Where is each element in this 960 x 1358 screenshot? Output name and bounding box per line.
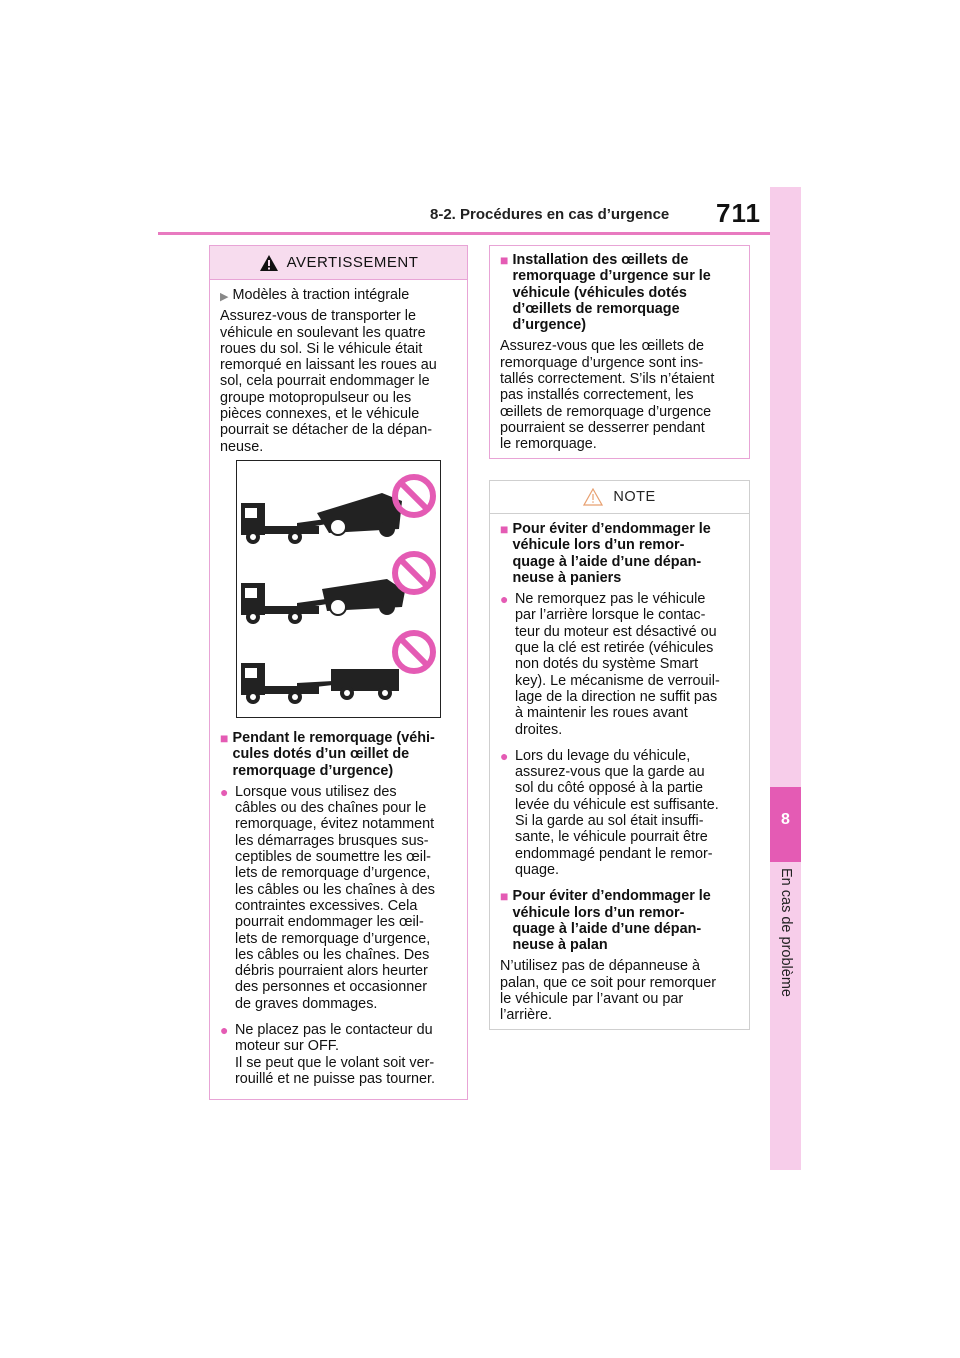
note-box — [489, 480, 750, 1030]
tow-row-2 — [241, 579, 405, 624]
chapter-number: 8 — [781, 811, 790, 828]
bullet-dot-icon: ● — [500, 591, 509, 608]
bullet-dot-icon: ● — [500, 747, 509, 764]
warning-triangle-icon — [259, 254, 279, 272]
square-bullet-icon: ■ — [500, 888, 509, 905]
note-title: NOTE — [613, 489, 656, 505]
prohibited-icon — [395, 633, 433, 671]
note-bullet-1: ● Ne remorquez pas le véhicule par l’arrière lorsque le contac- teur du moteur est désactivé ou que la clé est retirée (véhicules non dotés du système Smart key). Le mécanisme de verrouil- lage de la direction ne suffit pas à maintenir les roues avant droites. — [500, 591, 720, 738]
note-heading-1: ■ Pour éviter d’endommager le véhicule lors d’un remor- quage à l’aide d’une dépan- neuse à paniers — [500, 521, 711, 586]
tow-row-3 — [241, 663, 399, 704]
warning-lower-content — [210, 730, 467, 1097]
warning-content — [210, 280, 467, 455]
note-bullet-2: ● Lors du levage du véhicule, assurez-vous que la garde au sol du côté opposé à la partie levée du véhicule est suffisante. Si la garde au sol était insuffi- sante, le véhicule pourrait être endommagé pendant le remor- quage. — [500, 747, 719, 878]
installation-heading: ■ Installation des œillets de remorquage d’urgence sur le véhicule (véhicules dotés d’œillets de remorquage d’urgence) — [500, 252, 711, 334]
note-text: N’utilisez pas de dépanneuse à palan, que ce soit pour remorquer le véhicule par l’avant ou par l’arrière. — [500, 958, 716, 1024]
prohibited-icon — [395, 554, 433, 592]
warning-intro: Assurez-vous de transporter le véhicule en soulevant les quatre roues du sol. Si le véhicule était remorqué en laissant les roues au sol, cela pourrait endommager le groupe motopropulseur ou les pièces connexes, et le véhicule pourrait se détacher de la dépan- neuse. — [220, 308, 437, 455]
installation-box — [489, 245, 750, 459]
header-rule — [158, 232, 770, 235]
square-bullet-icon: ■ — [500, 521, 509, 537]
prohibited-icon — [395, 477, 433, 515]
towing-heading: ■ Pendant le remorquage (véhi- cules dotés d’un œillet de remorquage d’urgence) — [220, 730, 435, 779]
square-bullet-icon: ■ — [500, 252, 509, 268]
towing-diagram — [237, 461, 440, 717]
warning-bullet-1: ● Lorsque vous utilisez des câbles ou des chaînes pour le remorquage, évitez notamment les démarrages brusques sus- ceptibles de soumettre les œil- lets de remorquage d’urgence, les câbles ou les chaînes à des contraintes excessives. Cela pourrait endommager les œil- lets de remorquage d’urgence, les câbles ou les chaînes. Des débris pourraient alors heurter des personnes et occasionner de graves dommages. — [220, 783, 435, 1012]
arrow-right-icon: ▶ — [220, 291, 229, 303]
bullet-dot-icon: ● — [220, 1022, 229, 1039]
page-number: 711 — [716, 198, 761, 228]
bullet-dot-icon: ● — [220, 783, 229, 800]
square-bullet-icon: ■ — [220, 730, 229, 746]
warning-header — [210, 246, 467, 279]
caution-triangle-icon — [583, 488, 603, 506]
installation-text: Assurez-vous que les œillets de remorquage d’urgence sont ins- tallés correctement. S’ils n’étaient pas installés correctement, les œillets de remorquage d’urgence pourraient se desserrer pendant le remorquage. — [500, 338, 715, 453]
tow-row-1 — [241, 493, 402, 544]
note-heading-2: ■ Pour éviter d’endommager le véhicule lors d’un remor- quage à l’aide d’une dépan- neuse à palan — [500, 888, 711, 954]
warning-title: AVERTISSEMENT — [286, 254, 419, 271]
chapter-number-box — [770, 787, 801, 862]
section-title: 8-2. Procédures en cas d’urgence — [430, 206, 670, 223]
note-header — [490, 481, 749, 513]
towing-illustration — [236, 460, 441, 718]
warning-bullet-2: ● Ne placez pas le contacteur du moteur sur OFF. Il se peut que le volant soit ver- rouillé et ne puisse pas tourner. — [220, 1022, 435, 1087]
warning-subhead: ▶ Modèles à traction intégrale — [220, 287, 457, 305]
chapter-title: En cas de problème — [778, 868, 794, 997]
